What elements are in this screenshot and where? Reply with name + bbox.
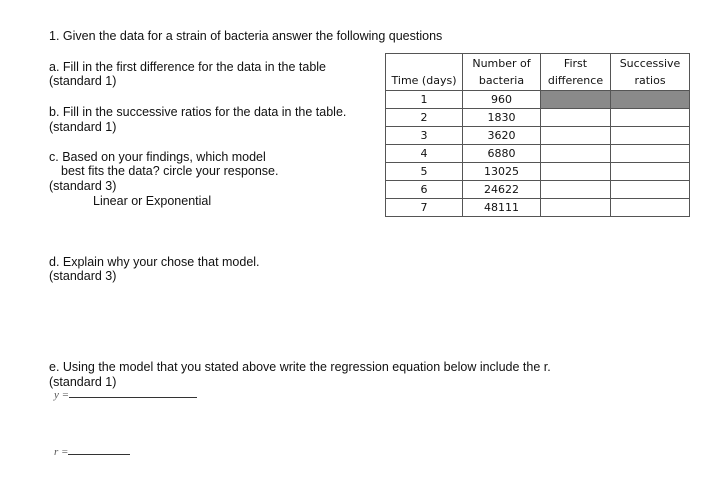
r-answer-blank[interactable]	[68, 444, 130, 455]
header-time	[386, 54, 463, 91]
header-bacteria-line1: Number of	[472, 57, 531, 70]
header-ratio-line2: ratios	[634, 74, 666, 87]
header-first-line2: difference	[547, 74, 604, 87]
header-bacteria-line2: bacteria	[478, 74, 525, 87]
part-c-text-2: best fits the data? circle your response.	[61, 164, 279, 178]
time-cell: 7	[386, 199, 463, 217]
first-difference-cell[interactable]	[541, 163, 611, 181]
bacteria-cell: 960	[463, 91, 541, 109]
first-difference-cell-shaded	[541, 91, 611, 109]
ratio-cell-shaded	[611, 91, 690, 109]
table-row	[386, 181, 690, 199]
time-cell: 2	[386, 109, 463, 127]
table-row	[386, 109, 690, 127]
time-cell: 6	[386, 181, 463, 199]
table-row	[386, 91, 690, 109]
first-difference-cell[interactable]	[541, 127, 611, 145]
y-answer-blank[interactable]	[69, 387, 197, 398]
bacteria-cell: 1830	[463, 109, 541, 127]
header-first-difference	[541, 54, 611, 91]
table-row	[386, 163, 690, 181]
table-row	[386, 127, 690, 145]
bacteria-cell: 3620	[463, 127, 541, 145]
r-label: r =	[54, 446, 69, 458]
bacteria-cell: 24622	[463, 181, 541, 199]
table-row	[386, 145, 690, 163]
ratio-cell[interactable]	[611, 127, 690, 145]
first-difference-cell[interactable]	[541, 109, 611, 127]
ratio-cell[interactable]	[611, 181, 690, 199]
y-label: y =	[54, 389, 70, 401]
y-equation-line	[54, 387, 197, 401]
time-cell: 5	[386, 163, 463, 181]
first-difference-cell[interactable]	[541, 145, 611, 163]
table-row	[386, 199, 690, 217]
time-cell: 3	[386, 127, 463, 145]
bacteria-cell: 6880	[463, 145, 541, 163]
ratio-cell[interactable]	[611, 199, 690, 217]
part-d-standard: (standard 3)	[49, 269, 117, 283]
table-header-row	[386, 54, 690, 91]
bacteria-data-table	[385, 53, 690, 217]
part-a-text: a. Fill in the first difference for the data in the table	[49, 60, 327, 74]
part-b-text: b. Fill in the successive ratios for the data in the table.	[49, 105, 347, 119]
first-difference-cell[interactable]	[541, 181, 611, 199]
part-c-text: c. Based on your findings, which model	[49, 150, 266, 164]
part-b-standard: (standard 1)	[49, 120, 117, 134]
ratio-cell[interactable]	[611, 145, 690, 163]
part-e-text: e. Using the model that you stated above write the regression equation below include the r.	[49, 360, 551, 374]
header-bacteria	[463, 54, 541, 91]
r-equation-line	[54, 444, 130, 458]
time-cell: 4	[386, 145, 463, 163]
first-difference-cell[interactable]	[541, 199, 611, 217]
ratio-cell[interactable]	[611, 109, 690, 127]
bacteria-cell: 13025	[463, 163, 541, 181]
bacteria-cell: 48111	[463, 199, 541, 217]
part-e-standard: (standard 1)	[49, 375, 117, 389]
part-c-standard: (standard 3)	[49, 179, 117, 193]
model-choice[interactable]: Linear or Exponential	[93, 194, 212, 208]
header-successive-ratios	[611, 54, 690, 91]
question-title: 1. Given the data for a strain of bacteria answer the following questions	[49, 29, 443, 43]
header-time-label: Time (days)	[391, 74, 457, 87]
header-first-line1: First	[563, 57, 588, 70]
time-cell: 1	[386, 91, 463, 109]
part-d-text: d. Explain why your chose that model.	[49, 255, 260, 269]
ratio-cell[interactable]	[611, 163, 690, 181]
part-a-standard: (standard 1)	[49, 74, 117, 88]
header-ratio-line1: Successive	[619, 57, 681, 70]
